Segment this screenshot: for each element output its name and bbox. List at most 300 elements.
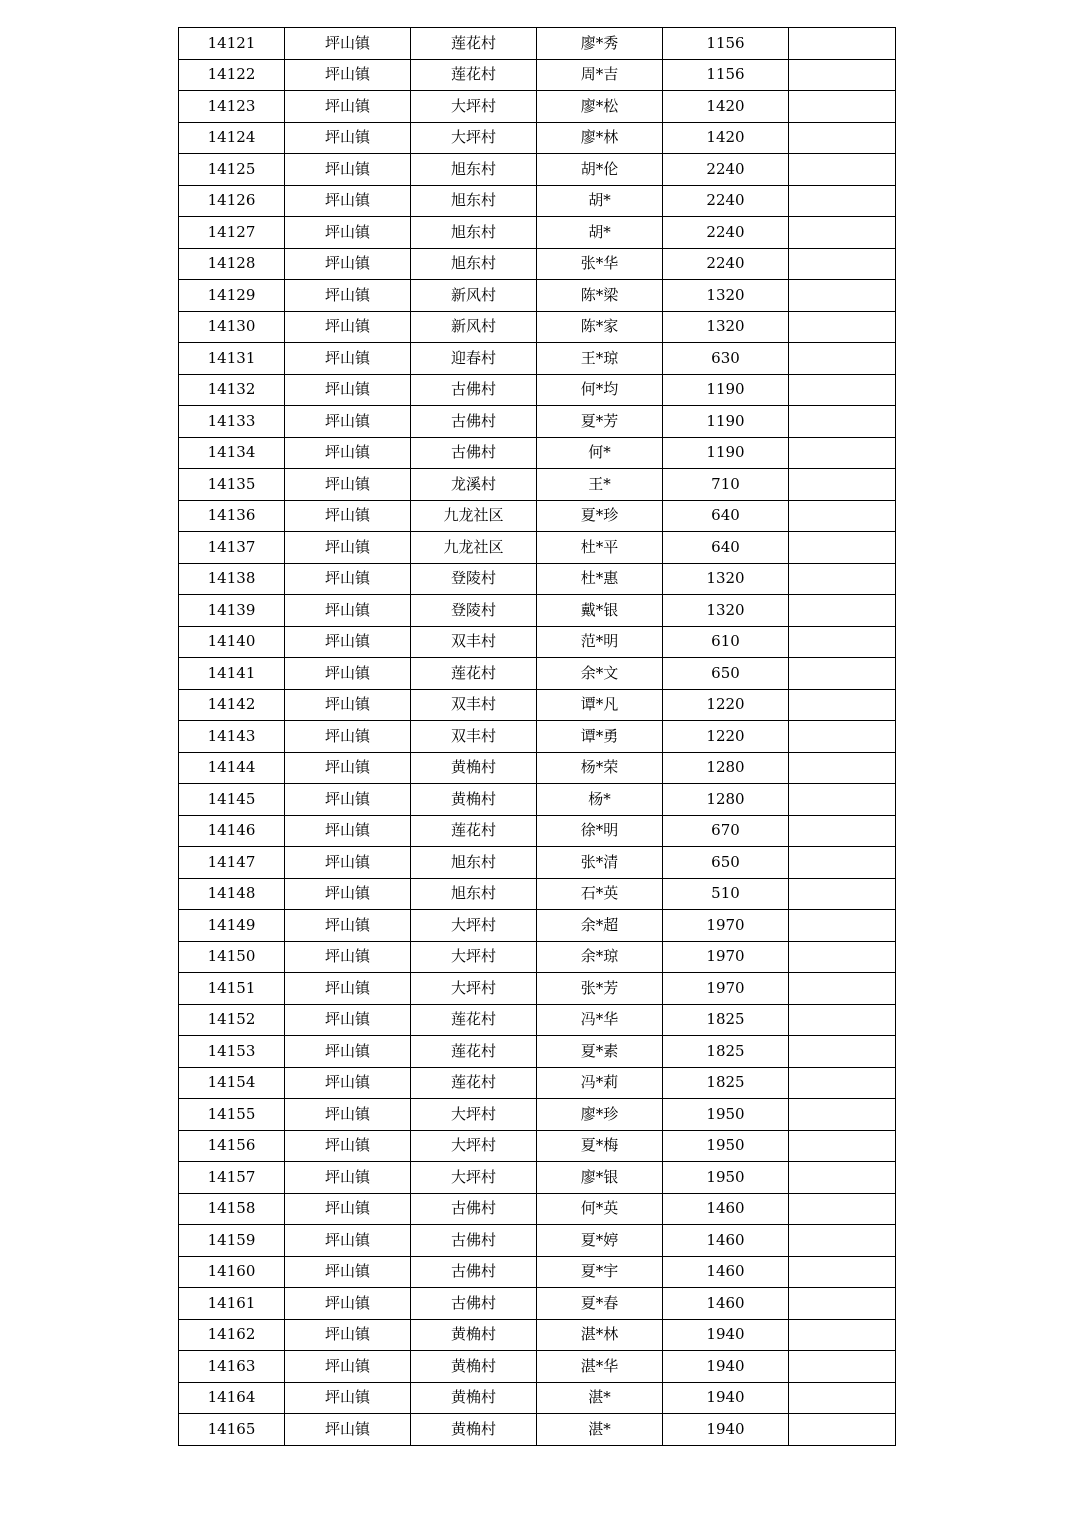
town-cell: 坪山镇	[285, 752, 411, 784]
town-cell: 坪山镇	[285, 563, 411, 595]
table-row	[179, 752, 896, 784]
row-id-cell: 14140	[179, 626, 285, 658]
table-row	[179, 1351, 896, 1383]
name-cell: 夏*梅	[537, 1130, 663, 1162]
note-cell	[789, 1225, 896, 1257]
row-id-cell: 14134	[179, 437, 285, 469]
note-cell	[789, 1193, 896, 1225]
row-id-cell: 14123	[179, 91, 285, 123]
name-cell: 冯*莉	[537, 1067, 663, 1099]
table-row	[179, 437, 896, 469]
village-cell: 黄桷村	[411, 752, 537, 784]
row-id-cell: 14160	[179, 1256, 285, 1288]
row-id-cell: 14159	[179, 1225, 285, 1257]
table-row	[179, 1382, 896, 1414]
row-id-cell: 14156	[179, 1130, 285, 1162]
amount-cell: 640	[663, 532, 789, 564]
name-cell: 湛*	[537, 1382, 663, 1414]
name-cell: 何*均	[537, 374, 663, 406]
town-cell: 坪山镇	[285, 1099, 411, 1131]
row-id-cell: 14137	[179, 532, 285, 564]
note-cell	[789, 878, 896, 910]
name-cell: 廖*林	[537, 122, 663, 154]
row-id-cell: 14143	[179, 721, 285, 753]
note-cell	[789, 28, 896, 60]
town-cell: 坪山镇	[285, 1256, 411, 1288]
table-row	[179, 122, 896, 154]
amount-cell: 650	[663, 658, 789, 690]
row-id-cell: 14135	[179, 469, 285, 501]
amount-cell: 1320	[663, 311, 789, 343]
name-cell: 余*超	[537, 910, 663, 942]
row-id-cell: 14155	[179, 1099, 285, 1131]
note-cell	[789, 154, 896, 186]
amount-cell: 1950	[663, 1162, 789, 1194]
town-cell: 坪山镇	[285, 1288, 411, 1320]
town-cell: 坪山镇	[285, 1130, 411, 1162]
note-cell	[789, 280, 896, 312]
row-id-cell: 14122	[179, 59, 285, 91]
row-id-cell: 14141	[179, 658, 285, 690]
town-cell: 坪山镇	[285, 784, 411, 816]
note-cell	[789, 374, 896, 406]
amount-cell: 1420	[663, 91, 789, 123]
town-cell: 坪山镇	[285, 28, 411, 60]
row-id-cell: 14128	[179, 248, 285, 280]
name-cell: 杨*荣	[537, 752, 663, 784]
amount-cell: 1156	[663, 59, 789, 91]
amount-cell: 1220	[663, 721, 789, 753]
amount-cell: 1460	[663, 1225, 789, 1257]
row-id-cell: 14136	[179, 500, 285, 532]
amount-cell: 2240	[663, 217, 789, 249]
village-cell: 莲花村	[411, 28, 537, 60]
amount-cell: 1460	[663, 1288, 789, 1320]
table-row	[179, 311, 896, 343]
note-cell	[789, 1288, 896, 1320]
note-cell	[789, 1162, 896, 1194]
table-row	[179, 1288, 896, 1320]
village-cell: 莲花村	[411, 1067, 537, 1099]
town-cell: 坪山镇	[285, 1319, 411, 1351]
amount-cell: 1940	[663, 1351, 789, 1383]
amount-cell: 1320	[663, 563, 789, 595]
note-cell	[789, 941, 896, 973]
amount-cell: 1950	[663, 1099, 789, 1131]
village-cell: 黄桷村	[411, 784, 537, 816]
town-cell: 坪山镇	[285, 469, 411, 501]
village-cell: 双丰村	[411, 626, 537, 658]
name-cell: 何*英	[537, 1193, 663, 1225]
row-id-cell: 14124	[179, 122, 285, 154]
town-cell: 坪山镇	[285, 122, 411, 154]
town-cell: 坪山镇	[285, 1193, 411, 1225]
amount-cell: 1950	[663, 1130, 789, 1162]
amount-cell: 1320	[663, 595, 789, 627]
amount-cell: 1190	[663, 406, 789, 438]
town-cell: 坪山镇	[285, 815, 411, 847]
name-cell: 湛*华	[537, 1351, 663, 1383]
amount-cell: 1940	[663, 1414, 789, 1446]
note-cell	[789, 1319, 896, 1351]
town-cell: 坪山镇	[285, 248, 411, 280]
amount-cell: 2240	[663, 185, 789, 217]
village-cell: 大坪村	[411, 973, 537, 1005]
village-cell: 古佛村	[411, 1193, 537, 1225]
amount-cell: 630	[663, 343, 789, 375]
village-cell: 古佛村	[411, 1225, 537, 1257]
village-cell: 旭东村	[411, 217, 537, 249]
note-cell	[789, 469, 896, 501]
town-cell: 坪山镇	[285, 280, 411, 312]
table-row	[179, 658, 896, 690]
amount-cell: 1970	[663, 910, 789, 942]
town-cell: 坪山镇	[285, 973, 411, 1005]
name-cell: 杜*平	[537, 532, 663, 564]
note-cell	[789, 847, 896, 879]
table-row	[179, 1319, 896, 1351]
table-row	[179, 374, 896, 406]
amount-cell: 1280	[663, 752, 789, 784]
town-cell: 坪山镇	[285, 154, 411, 186]
row-id-cell: 14130	[179, 311, 285, 343]
table-row	[179, 280, 896, 312]
town-cell: 坪山镇	[285, 59, 411, 91]
note-cell	[789, 1130, 896, 1162]
note-cell	[789, 311, 896, 343]
row-id-cell: 14161	[179, 1288, 285, 1320]
row-id-cell: 14149	[179, 910, 285, 942]
name-cell: 夏*春	[537, 1288, 663, 1320]
name-cell: 廖*珍	[537, 1099, 663, 1131]
row-id-cell: 14148	[179, 878, 285, 910]
table-row	[179, 248, 896, 280]
table-row	[179, 1414, 896, 1446]
note-cell	[789, 1004, 896, 1036]
row-id-cell: 14121	[179, 28, 285, 60]
town-cell: 坪山镇	[285, 1351, 411, 1383]
name-cell: 张*华	[537, 248, 663, 280]
village-cell: 大坪村	[411, 91, 537, 123]
amount-cell: 610	[663, 626, 789, 658]
town-cell: 坪山镇	[285, 217, 411, 249]
row-id-cell: 14146	[179, 815, 285, 847]
row-id-cell: 14139	[179, 595, 285, 627]
amount-cell: 2240	[663, 154, 789, 186]
amount-cell: 1460	[663, 1256, 789, 1288]
village-cell: 莲花村	[411, 1036, 537, 1068]
note-cell	[789, 217, 896, 249]
table-row	[179, 784, 896, 816]
town-cell: 坪山镇	[285, 658, 411, 690]
name-cell: 廖*秀	[537, 28, 663, 60]
name-cell: 陈*家	[537, 311, 663, 343]
village-cell: 大坪村	[411, 122, 537, 154]
note-cell	[789, 185, 896, 217]
name-cell: 何*	[537, 437, 663, 469]
town-cell: 坪山镇	[285, 878, 411, 910]
town-cell: 坪山镇	[285, 941, 411, 973]
amount-cell: 670	[663, 815, 789, 847]
name-cell: 夏*婷	[537, 1225, 663, 1257]
amount-cell: 1190	[663, 374, 789, 406]
village-cell: 旭东村	[411, 878, 537, 910]
note-cell	[789, 532, 896, 564]
name-cell: 张*清	[537, 847, 663, 879]
name-cell: 湛*	[537, 1414, 663, 1446]
village-cell: 登陵村	[411, 563, 537, 595]
note-cell	[789, 595, 896, 627]
note-cell	[789, 721, 896, 753]
table-row	[179, 941, 896, 973]
name-cell: 夏*宇	[537, 1256, 663, 1288]
note-cell	[789, 248, 896, 280]
name-cell: 余*琼	[537, 941, 663, 973]
amount-cell: 650	[663, 847, 789, 879]
name-cell: 夏*芳	[537, 406, 663, 438]
note-cell	[789, 1351, 896, 1383]
village-cell: 黄桷村	[411, 1319, 537, 1351]
name-cell: 夏*素	[537, 1036, 663, 1068]
table-row	[179, 973, 896, 1005]
amount-cell: 1825	[663, 1004, 789, 1036]
table-row	[179, 500, 896, 532]
row-id-cell: 14150	[179, 941, 285, 973]
name-cell: 王*琼	[537, 343, 663, 375]
table-row	[179, 1036, 896, 1068]
name-cell: 范*明	[537, 626, 663, 658]
town-cell: 坪山镇	[285, 91, 411, 123]
amount-cell: 1970	[663, 941, 789, 973]
note-cell	[789, 1099, 896, 1131]
row-id-cell: 14152	[179, 1004, 285, 1036]
note-cell	[789, 815, 896, 847]
name-cell: 胡*伦	[537, 154, 663, 186]
village-cell: 古佛村	[411, 1288, 537, 1320]
note-cell	[789, 1382, 896, 1414]
name-cell: 张*芳	[537, 973, 663, 1005]
table-row	[179, 815, 896, 847]
village-cell: 大坪村	[411, 941, 537, 973]
note-cell	[789, 500, 896, 532]
table-row	[179, 689, 896, 721]
town-cell: 坪山镇	[285, 532, 411, 564]
town-cell: 坪山镇	[285, 500, 411, 532]
name-cell: 冯*华	[537, 1004, 663, 1036]
village-cell: 新风村	[411, 280, 537, 312]
name-cell: 夏*珍	[537, 500, 663, 532]
row-id-cell: 14125	[179, 154, 285, 186]
note-cell	[789, 784, 896, 816]
name-cell: 廖*松	[537, 91, 663, 123]
town-cell: 坪山镇	[285, 910, 411, 942]
row-id-cell: 14151	[179, 973, 285, 1005]
village-cell: 旭东村	[411, 154, 537, 186]
row-id-cell: 14131	[179, 343, 285, 375]
town-cell: 坪山镇	[285, 1036, 411, 1068]
village-cell: 大坪村	[411, 1162, 537, 1194]
row-id-cell: 14157	[179, 1162, 285, 1194]
table-body	[179, 28, 896, 1446]
table-row	[179, 185, 896, 217]
village-cell: 莲花村	[411, 1004, 537, 1036]
name-cell: 杜*惠	[537, 563, 663, 595]
town-cell: 坪山镇	[285, 1414, 411, 1446]
table-row	[179, 28, 896, 60]
row-id-cell: 14145	[179, 784, 285, 816]
table-row	[179, 1004, 896, 1036]
row-id-cell: 14126	[179, 185, 285, 217]
town-cell: 坪山镇	[285, 626, 411, 658]
note-cell	[789, 1256, 896, 1288]
village-cell: 古佛村	[411, 437, 537, 469]
village-cell: 旭东村	[411, 847, 537, 879]
village-cell: 莲花村	[411, 59, 537, 91]
town-cell: 坪山镇	[285, 1225, 411, 1257]
table-row	[179, 532, 896, 564]
row-id-cell: 14144	[179, 752, 285, 784]
village-cell: 旭东村	[411, 185, 537, 217]
note-cell	[789, 437, 896, 469]
town-cell: 坪山镇	[285, 1004, 411, 1036]
town-cell: 坪山镇	[285, 689, 411, 721]
row-id-cell: 14158	[179, 1193, 285, 1225]
table-row	[179, 217, 896, 249]
table-row	[179, 721, 896, 753]
amount-cell: 1940	[663, 1382, 789, 1414]
note-cell	[789, 1036, 896, 1068]
name-cell: 周*吉	[537, 59, 663, 91]
village-cell: 双丰村	[411, 689, 537, 721]
note-cell	[789, 1414, 896, 1446]
table-row	[179, 1193, 896, 1225]
town-cell: 坪山镇	[285, 1382, 411, 1414]
amount-cell: 1190	[663, 437, 789, 469]
town-cell: 坪山镇	[285, 406, 411, 438]
note-cell	[789, 122, 896, 154]
amount-cell: 710	[663, 469, 789, 501]
name-cell: 陈*梁	[537, 280, 663, 312]
row-id-cell: 14129	[179, 280, 285, 312]
amount-cell: 1220	[663, 689, 789, 721]
amount-cell: 1460	[663, 1193, 789, 1225]
table-row	[179, 343, 896, 375]
note-cell	[789, 563, 896, 595]
village-cell: 新风村	[411, 311, 537, 343]
note-cell	[789, 689, 896, 721]
amount-cell: 1940	[663, 1319, 789, 1351]
row-id-cell: 14138	[179, 563, 285, 595]
table-row	[179, 563, 896, 595]
village-cell: 大坪村	[411, 1130, 537, 1162]
amount-cell: 1825	[663, 1036, 789, 1068]
amount-cell: 1156	[663, 28, 789, 60]
note-cell	[789, 658, 896, 690]
village-cell: 大坪村	[411, 1099, 537, 1131]
note-cell	[789, 752, 896, 784]
village-cell: 九龙社区	[411, 500, 537, 532]
table-row	[179, 1225, 896, 1257]
note-cell	[789, 91, 896, 123]
town-cell: 坪山镇	[285, 343, 411, 375]
table-row	[179, 595, 896, 627]
name-cell: 谭*凡	[537, 689, 663, 721]
name-cell: 徐*明	[537, 815, 663, 847]
table-row	[179, 1099, 896, 1131]
table-row	[179, 1130, 896, 1162]
village-cell: 登陵村	[411, 595, 537, 627]
name-cell: 廖*银	[537, 1162, 663, 1194]
amount-cell: 1280	[663, 784, 789, 816]
village-cell: 旭东村	[411, 248, 537, 280]
village-cell: 黄桷村	[411, 1382, 537, 1414]
name-cell: 王*	[537, 469, 663, 501]
village-cell: 迎春村	[411, 343, 537, 375]
table-row	[179, 910, 896, 942]
row-id-cell: 14153	[179, 1036, 285, 1068]
note-cell	[789, 59, 896, 91]
village-cell: 大坪村	[411, 910, 537, 942]
village-cell: 古佛村	[411, 406, 537, 438]
row-id-cell: 14133	[179, 406, 285, 438]
town-cell: 坪山镇	[285, 847, 411, 879]
row-id-cell: 14154	[179, 1067, 285, 1099]
row-id-cell: 14127	[179, 217, 285, 249]
town-cell: 坪山镇	[285, 437, 411, 469]
town-cell: 坪山镇	[285, 311, 411, 343]
row-id-cell: 14147	[179, 847, 285, 879]
name-cell: 谭*勇	[537, 721, 663, 753]
village-cell: 黄桷村	[411, 1351, 537, 1383]
village-cell: 古佛村	[411, 1256, 537, 1288]
amount-cell: 1420	[663, 122, 789, 154]
table-row	[179, 154, 896, 186]
row-id-cell: 14165	[179, 1414, 285, 1446]
table-row	[179, 878, 896, 910]
town-cell: 坪山镇	[285, 374, 411, 406]
table-row	[179, 469, 896, 501]
village-cell: 莲花村	[411, 815, 537, 847]
note-cell	[789, 910, 896, 942]
row-id-cell: 14162	[179, 1319, 285, 1351]
town-cell: 坪山镇	[285, 721, 411, 753]
table-row	[179, 91, 896, 123]
note-cell	[789, 343, 896, 375]
note-cell	[789, 626, 896, 658]
town-cell: 坪山镇	[285, 185, 411, 217]
amount-cell: 640	[663, 500, 789, 532]
data-table	[178, 27, 896, 1446]
amount-cell: 510	[663, 878, 789, 910]
table-row	[179, 847, 896, 879]
village-cell: 黄桷村	[411, 1414, 537, 1446]
name-cell: 胡*	[537, 185, 663, 217]
amount-cell: 1970	[663, 973, 789, 1005]
amount-cell: 2240	[663, 248, 789, 280]
row-id-cell: 14164	[179, 1382, 285, 1414]
village-cell: 九龙社区	[411, 532, 537, 564]
village-cell: 古佛村	[411, 374, 537, 406]
note-cell	[789, 406, 896, 438]
note-cell	[789, 973, 896, 1005]
row-id-cell: 14142	[179, 689, 285, 721]
name-cell: 余*文	[537, 658, 663, 690]
name-cell: 湛*林	[537, 1319, 663, 1351]
town-cell: 坪山镇	[285, 1067, 411, 1099]
note-cell	[789, 1067, 896, 1099]
table-row	[179, 1162, 896, 1194]
table-row	[179, 626, 896, 658]
